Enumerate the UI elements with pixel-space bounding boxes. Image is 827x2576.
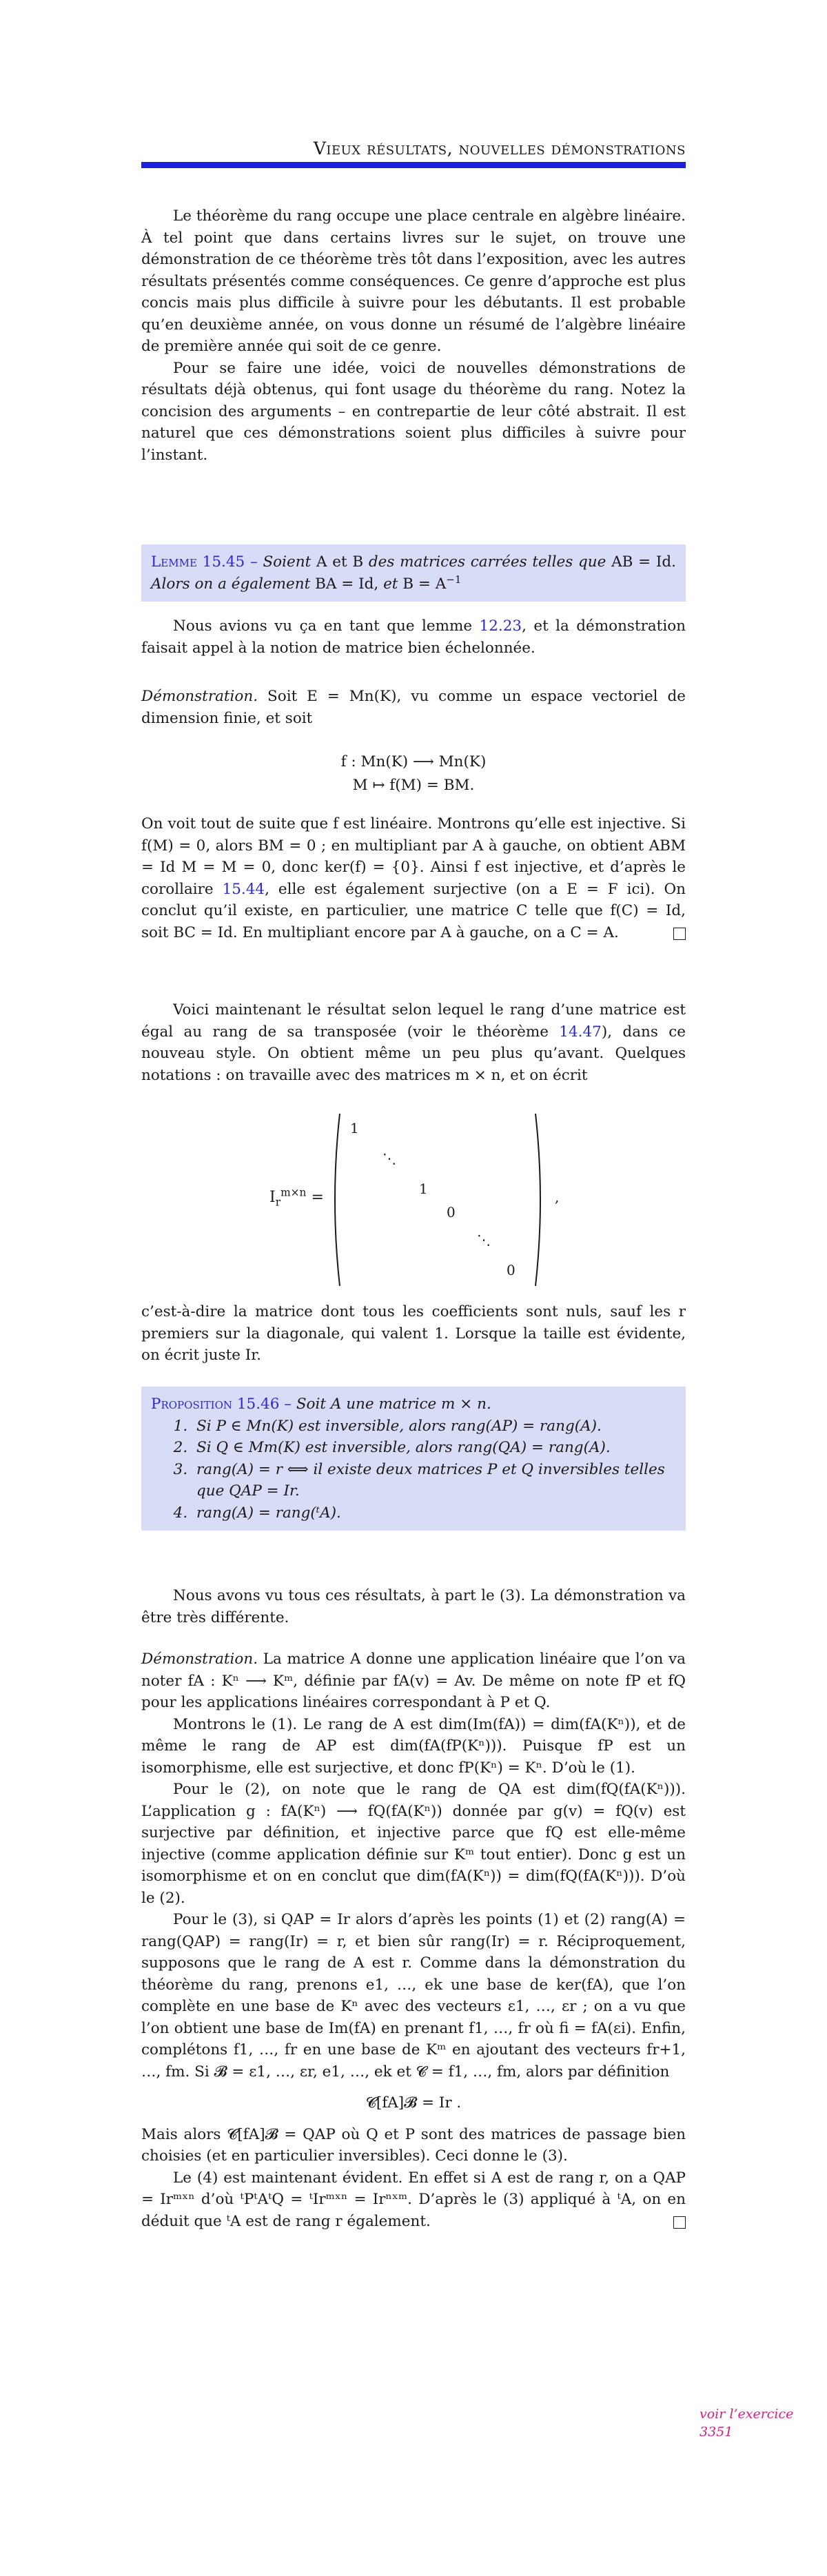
- identity-matrix-display: [141, 1112, 686, 1291]
- proof-2-paragraph-1: La matrice A donne une application linéaire que l’on va noter fA : Kⁿ ⟶ Kᵐ, définie par fA(v) = Av. De même on note fP et fQ pour les applications linéaires correspondant à P et Q.: [141, 1650, 686, 1711]
- intro-paragraph-2: Pour se faire une idée, voici de nouvelles démonstrations de résultats déjà obtenus, qui font usage du théorème du rang. Notez la concision des arguments – en contrepartie de leur côté abstrait. Il est naturel que ces démonstrations soient plus difficiles à suivre pour l’instant.: [141, 359, 686, 464]
- proof-1-map-line-1: f : Mn(K) ⟶ Mn(K): [340, 753, 487, 770]
- margin-note-exercise[interactable]: voir l’exercice 3351: [700, 2406, 794, 2440]
- proposition-statement: Soit A une matrice m × n.: [296, 1396, 491, 1413]
- matrix-dots-lower: ⋱: [477, 1231, 491, 1248]
- matrix-comma: ,: [555, 1189, 560, 1205]
- proof-2-label: Démonstration.: [141, 1650, 258, 1668]
- proposition-item-4: 4. rang(A) = rang(ᵗA).: [192, 1502, 676, 1524]
- intro-section: [141, 205, 686, 466]
- proposition-item-3: 3. rang(A) = r ⟺ il existe deux matrices P et Q inversibles telles que QAP = Ir.: [192, 1459, 676, 1502]
- lemma-label: Lemme 15.45: [151, 553, 245, 571]
- proof-2-paragraph-3: Pour le (2), on note que le rang de QA est dim(fQ(fA(Kⁿ))). L’application g : fA(Kⁿ) ⟶ fQ(fA(Kⁿ)) donnée par g(v) = fQ(v) est surjective par définition, et injective parce que fQ est elle-même injective (comme application définie sur Kᵐ tout entier). Donc g est un isomorphisme et on en conclut que dim(fA(Kⁿ)) = dim(fQ(fA(Kⁿ))). D’où le (2).: [141, 1781, 686, 1907]
- matrix-one-mid: 1: [419, 1180, 428, 1197]
- matrix-one-top: 1: [350, 1120, 359, 1136]
- after-proposition-section: [141, 1585, 686, 1628]
- proposition-list: [151, 1415, 676, 1524]
- left-paren-icon: [329, 1112, 341, 1287]
- matrix-lhs: $I_r^{m\times n}$ =: [269, 1186, 324, 1209]
- proof-2-paragraph-6: Le (4) est maintenant évident. En effet si A est de rang r, on a QAP = Irᵐˣⁿ d’où ᵗPᵗAᵗQ = ᵗIrᵐˣⁿ = Irⁿˣᵐ. D’après le (3) appliqué à ᵗA, on en déduit que ᵗA est de rang r également.: [141, 2169, 686, 2230]
- proof-1-intro: [141, 686, 686, 729]
- matrix-dots-upper: ⋱: [382, 1150, 396, 1167]
- after-matrix-paragraph: c’est-à-dire la matrice dont tous les coefficients sont nuls, sauf les r premiers sur la diagonale, qui valent 1. Lorsque la taille est évidente, on écrit juste Ir.: [141, 1303, 686, 1364]
- proposition-item-2: 2. Si Q ∈ Mm(K) est inversible, alors rang(QA) = rang(A).: [192, 1437, 676, 1459]
- proof-2-section: [141, 1648, 686, 2232]
- lemma-box: [141, 544, 686, 602]
- lemma-statement: Lemme 15.45 – Soient A et B des matrices carrées telles que AB = Id. Alors on a également BA = Id, et $B = A^{-1}$: [151, 553, 677, 593]
- intro-paragraph-1: Le théorème du rang occupe une place centrale en algèbre linéaire. À tel point que dans certains livres sur le sujet, on trouve une démonstration de ce théorème très tôt dans l’exposition, avec les autres résultats présentés comme conséquences. Ce genre d’approche est plus concis mais plus difficile à suivre pour les débutants. Il est probable qu’en deuxième année, on vous donne un résumé de l’algèbre linéaire de première année qui soit de ce genre.: [141, 207, 686, 355]
- right-paren-icon: [534, 1112, 547, 1287]
- matrix-zero-a: 0: [447, 1204, 456, 1220]
- proof-2-display-equation: 𝓒[fA]𝓑 = Ir .: [365, 2094, 462, 2112]
- ref-lemma-12-23[interactable]: 12.23: [479, 617, 522, 635]
- after-lemma-paragraph: Nous avions vu ça en tant que lemme 12.23, et la démonstration faisait appel à la notion de matrice bien échelonnée.: [141, 617, 686, 657]
- proof-1-label: Démonstration.: [141, 688, 258, 705]
- matrix-zero-b: 0: [507, 1262, 515, 1278]
- ref-theorem-14-47[interactable]: 14.47: [559, 1023, 602, 1041]
- proof-2-paragraph-4: Pour le (3), si QAP = Ir alors d’après les points (1) et (2) rang(A) = rang(QAP) = rang(Ir) = r, et bien sûr rang(Ir) = r. Réciproquement, supposons que le rang de A est r. Comme dans la démonstration du théorème du rang, prenons e1, …, ek une base de ker(fA), que l’on complète en une base de Kⁿ avec des vecteurs ε1, …, εr ; on a vu que l’on obtient une base de Im(fA) en prenant f1, …, fr où fi = fA(εi). Enfin, complétons f1, …, fr en une base de Kᵐ en ajoutant des vecteurs fr+1, …, fm. Si 𝓑 = ε1, …, εr, e1, …, ek et 𝓒 = f1, …, fm, alors par définition: [141, 1911, 686, 2081]
- after-lemma-section: [141, 615, 686, 659]
- qed-square-icon-2: [673, 2216, 686, 2229]
- transition-section: Voici maintenant le résultat selon lequel le rang d’une matrice est égal au rang de sa transposée (voir le théorème 14.47), dans ce nouveau style. On obtient même un peu plus qu’avant. Quelques notations : on travaille avec des matrices m × n, et on écrit: [141, 1001, 686, 1084]
- proposition-box: Proposition 15.46 – Soit A une matrice m × n. 1. Si P ∈ Mn(K) est inversible, alors rang(AP) = rang(A). 2. Si Q ∈ Mm(K) est inversible, alors rang(QA) = rang(A). 3. rang(A) = r ⟺ il existe deux matrices P et Q inversibles telles que QAP = Ir. 4. rang(A) = rang(ᵗA).: [141, 1387, 686, 1531]
- proof-1-intro-text: Soit E = Mn(K), vu comme un espace vectoriel de dimension finie, et soit: [141, 688, 686, 727]
- proof-1-body: On voit tout de suite que f est linéaire. Montrons qu’elle est injective. Si f(M) = 0, alors BM = 0 ; en multipliant par A à gauche, on obtient ABM = Id M = M = 0, donc ker(f) = {0}. Ainsi f est injective, et d’après le corollaire 15.44, elle est également surjective (on a E = F ici). On conclut qu’il existe, en particulier, une matrice C telle que f(C) = Id, soit BC = Id. En multipliant encore par A à gauche, on a C = A.: [141, 815, 686, 941]
- proof-1-map-line-2: M ↦ f(M) = BM.: [352, 777, 475, 794]
- after-matrix-section: [141, 1301, 686, 1367]
- proposition-item-1: 1. Si P ∈ Mn(K) est inversible, alors rang(AP) = rang(A).: [192, 1415, 676, 1438]
- proof-2-paragraph-2: Montrons le (1). Le rang de A est dim(Im(fA)) = dim(fA(Kⁿ)), et de même le rang de AP est dim(fA(fP(Kⁿ))). Puisque fP est un isomorphisme, elle est surjective, et donc fP(Kⁿ) = Kⁿ. D’où le (1).: [141, 1715, 686, 1777]
- proof-2-paragraph-5: Mais alors 𝓒[fA]𝓑 = QAP où Q et P sont des matrices de passage bien choisies (et en particulier inversibles). Ceci donne le (3).: [141, 2125, 686, 2165]
- after-proposition-paragraph: Nous avons vu tous ces résultats, à part le (3). La démonstration va être très différente.: [141, 1587, 686, 1626]
- header-rule: [141, 162, 686, 168]
- qed-square-icon: [673, 928, 686, 940]
- ref-corollary-15-44[interactable]: 15.44: [222, 880, 265, 898]
- running-header: [141, 138, 686, 160]
- running-header-title: Vieux résultats, nouvelles démonstrations: [313, 139, 686, 159]
- proposition-label: Proposition 15.46: [151, 1396, 280, 1413]
